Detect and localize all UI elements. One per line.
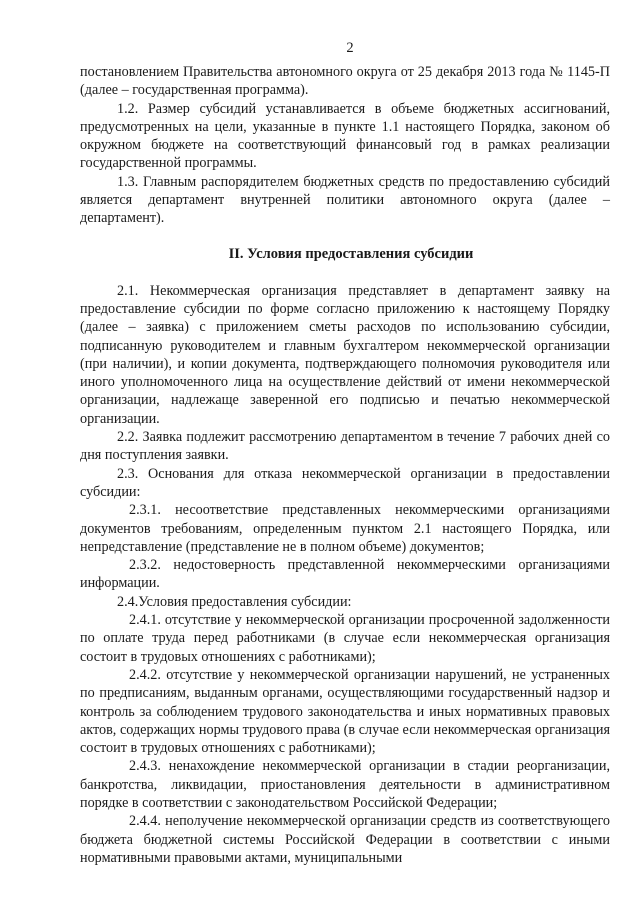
paragraph-2-1: 2.1. Некоммерческая организация представляет в департамент заявку на предоставление субсидии по форме согласно приложению к настоящему Порядку (далее – заявка) с приложением сметы расходов по использованию субсидии, подписанную руководителем и главным бухгалтером некоммерческой организации (при наличии), и копии документа, подтверждающего полномочия руководителя или иного уполномоченного лица на осуществление действий от имени некоммерческой организации, надлежаще заверенной его подписью и печатью некоммерческой организации. <box>80 282 610 427</box>
paragraph-continuation: постановлением Правительства автономного округа от 25 декабря 2013 года № 1145-П (далее – государственная программа). <box>80 64 610 99</box>
paragraph-2-3: 2.3. Основания для отказа некоммерческой организации в предоставлении субсидии: <box>80 465 610 500</box>
paragraph-1-2: 1.2. Размер субсидий устанавливается в объеме бюджетных ассигнований, предусмотренных на цели, указанные в пункте 1.1 настоящего Порядка, законом об окружном бюджете на соответствующий финансовый год в рамках реализации государственной программы. <box>80 100 610 172</box>
paragraph-2-4-1: 2.4.1. отсутствие у некоммерческой организации просроченной задолженности по оплате труда перед работниками (в случае если некоммерческая организация состоит в трудовых отношениях с работниками); <box>80 612 610 665</box>
paragraph-2-4: 2.4.Условия предоставления субсидии: <box>117 593 352 610</box>
paragraph-2-4-4: 2.4.4. неполучение некоммерческой организации средств из соответствующего бюджета бюджетной системы Российской Федерации в соответствии с иными нормативными правовыми актами, муниципальными <box>80 813 610 866</box>
paragraph-2-3-1: 2.3.1. несоответствие представленных некоммерческими организациями документов требованиям, определенным пунктом 2.1 настоящего Порядка, или непредставление (представление не в полном объеме) документов; <box>80 502 610 555</box>
paragraph-2-4-3: 2.4.3. ненахождение некоммерческой организации в стадии реорганизации, банкротства, ликвидации, приостановления деятельности в административном порядке в соответствии с законодательством Российской Федерации; <box>80 758 610 811</box>
section-heading: II. Условия предоставления субсидии <box>228 245 474 262</box>
paragraph-1-3: 1.3. Главным распорядителем бюджетных средств по предоставлению субсидий является департамент внутренней политики автономного округа (далее – департамент). <box>80 173 610 227</box>
paragraph-2-4-2: 2.4.2. отсутствие у некоммерческой организации нарушений, не устраненных по предписаниям, выданным органами, осуществляющими государственный надзор и контроль за соблюдением трудового законодательства и иных нормативных правовых актов, содержащих нормы трудового права (в случае если некоммерческая организация состоит в трудовых отношениях с работниками); <box>80 666 610 757</box>
paragraph-2-3-2: 2.3.2. недостоверность представленной некоммерческими организациями информации. <box>80 557 610 592</box>
page-number: 2 <box>346 40 354 56</box>
paragraph-2-2: 2.2. Заявка подлежит рассмотрению департаментом в течение 7 рабочих дней со дня поступления заявки. <box>80 429 610 464</box>
